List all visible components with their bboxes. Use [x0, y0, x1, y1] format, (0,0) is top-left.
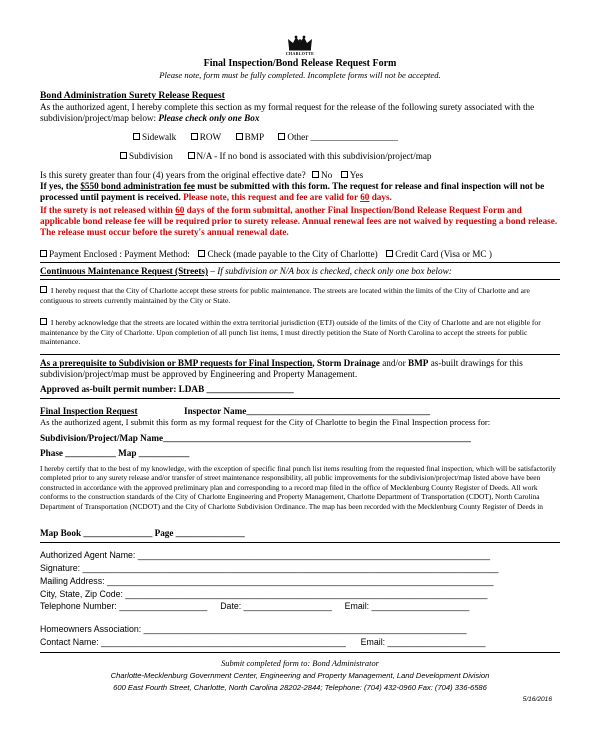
- check-payment-label: Check (made payable to the City of Charlotte): [207, 249, 378, 259]
- prereq-bmp: BMP: [407, 358, 429, 368]
- fee-red-text: Please note, this request and fee are valid for: [180, 192, 361, 203]
- form-title: Final Inspection/Bond Release Request Form: [203, 58, 397, 69]
- logo: [282, 35, 318, 57]
- divider: [40, 262, 560, 263]
- permit-number-field[interactable]: Approved as-built permit number: LDAB ___________________: [40, 384, 294, 394]
- certification-text: I hereby certify that to the best of my knowledge, with the exception of specific final punch list items resulting from the requested final inspection, which will be satisfactorily completed prior to any surety release and/or transfer of street maintenance responsibility, all public improvements for the subdivision/project/map listed above have been constructed in accordance with the approved preliminary plan and corresponding to a record map filed in the office of Mecklenburg County Register of Deeds. All work conforms to the construction standards of the City of Charlotte Engineering and Property Management, Charlotte Department of Transportation (CDOT), North Carolina Department of Transportation (NCDOT) and the City of Charlotte Subdivision Ordinance. The map has been recorded with the Mecklenburg County Register of Deeds in: [40, 464, 556, 511]
- other-checkbox[interactable]: [278, 133, 285, 140]
- question-text: Is this surety greater than four (4) years from the original effective date?: [40, 170, 306, 180]
- credit-card-checkbox[interactable]: [386, 250, 393, 257]
- footer-submit: Submit completed form to: Bond Administrator: [221, 659, 379, 668]
- homeowners-contact-row: [40, 637, 485, 648]
- no-label: No: [320, 170, 333, 180]
- agent-email-field[interactable]: Email: ____________________: [344, 601, 470, 611]
- yes-label: Yes: [349, 170, 364, 180]
- payment-label: Payment Enclosed : Payment Method:: [49, 249, 190, 259]
- signature-field[interactable]: Signature: _____________________________________________________________________________________: [40, 563, 499, 573]
- yes-checkbox[interactable]: [341, 171, 348, 178]
- warn-days: 60: [175, 205, 185, 215]
- telephone-field[interactable]: Telephone Number: __________________: [40, 601, 208, 611]
- date-field[interactable]: Date: __________________: [220, 601, 332, 611]
- fee-days: 60: [360, 192, 370, 203]
- crown-icon: [287, 35, 313, 51]
- mailing-address-field[interactable]: Mailing Address: _______________________________________________________________________________: [40, 576, 494, 586]
- no-checkbox[interactable]: [312, 171, 319, 178]
- inspector-name-field[interactable]: Inspector Name________________________________________: [184, 406, 431, 416]
- surety-heading: Bond Administration Surety Release Request: [40, 90, 225, 101]
- map-book-page-field[interactable]: Map Book _______________ Page _______________: [40, 528, 245, 538]
- final-inspection-heading: Final Inspection Request: [40, 406, 138, 416]
- prereq-rest: as-built drawings for this subdivision/project/map must be approved by Engineering and Property Management.: [40, 358, 523, 380]
- bmp-checkbox[interactable]: [236, 133, 243, 140]
- check-payment-checkbox[interactable]: [198, 250, 205, 257]
- divider: [40, 398, 560, 399]
- divider: [40, 652, 560, 653]
- bmp-label: BMP: [244, 132, 264, 142]
- surety-age-question: [40, 170, 363, 181]
- fee-red-end: days.: [369, 192, 392, 203]
- accept-streets-text: I hereby request that the City of Charlotte accept these streets for public maintenance. The streets are located within the limits of the City of Charlotte and are contiguous to streets currently maintained by the City or State.: [40, 286, 530, 305]
- prereq-note: [40, 358, 562, 380]
- footer-org: Charlotte-Mecklenburg Government Center, Engineering and Property Management, Land Development Division: [110, 671, 490, 680]
- footer-date: 5/16/2016: [522, 696, 552, 703]
- homeowners-association-field[interactable]: Homeowners Association: __________________________________________________________________: [40, 624, 467, 634]
- divider: [40, 279, 560, 280]
- homeowners-email-field[interactable]: Email: ____________________: [360, 637, 486, 647]
- divider: [40, 354, 560, 355]
- etj-streets-checkbox[interactable]: [40, 318, 47, 325]
- maintenance-heading: Continuous Maintenance Request (Streets): [40, 266, 209, 276]
- credit-card-label: Credit Card (Visa or MC ): [395, 249, 492, 259]
- divider: [40, 542, 560, 543]
- footer-address: 600 East Fourth Street, Charlotte, North Carolina 28202-2844; Telephone: (704) 432-0960 Fax: (704) 336-6586: [113, 683, 487, 692]
- sidewalk-checkbox[interactable]: [133, 133, 140, 140]
- maintenance-option-1: [40, 286, 560, 305]
- warn-text-a: If the surety is not released within: [40, 205, 176, 215]
- maintenance-note: – If subdivision or N/A box is checked, check only one box below:: [208, 266, 452, 276]
- logo-text: CHARLOTTE: [285, 51, 315, 56]
- subdivision-name-field[interactable]: Subdivision/Project/Map Name___________________________________________________________________: [40, 433, 471, 443]
- warn-text-b: days of the form submittal, another Final Inspection/Bond Release Request Form and applicable bond release fee will be required prior to surety release. Annual renewal fees are not waived by requesting a bond release. The release must occur before the surety's annual renewal date.: [40, 205, 558, 238]
- form-subtitle: Please note, form must be fully completed. Incomplete forms will not be accepted.: [159, 70, 441, 80]
- row-checkbox[interactable]: [191, 133, 198, 140]
- surety-intro-emph: Please check only one Box: [158, 113, 260, 124]
- other-label: Other ___________________: [287, 132, 398, 142]
- etj-streets-text: I hereby acknowledge that the streets are located within the extra territorial jurisdiction (ETJ) outside of the limits of the City of Charlotte and are not eligible for maintenance by the City of Charlotte. Upon completion of all punch list items, I must directly petition the State of North Carolina to accept the streets for public maintenance.: [40, 318, 541, 347]
- na-label: N/A - If no bond is associated with this subdivision/project/map: [196, 151, 432, 161]
- fee-notice: [40, 181, 562, 203]
- payment-row: [40, 249, 492, 260]
- na-checkbox[interactable]: [188, 152, 195, 159]
- authorized-agent-field[interactable]: Authorized Agent Name: ________________________________________________________________________: [40, 550, 491, 560]
- surety-intro-text: As the authorized agent, I hereby complete this section as my formal request for the release of the following surety associated with the subdivision/project/map below:: [40, 102, 535, 124]
- row-label: ROW: [199, 132, 222, 142]
- maintenance-heading-row: [40, 266, 452, 277]
- agent-contact-row: [40, 601, 469, 612]
- accept-streets-checkbox[interactable]: [40, 286, 47, 293]
- prereq-andor: and/or: [379, 358, 408, 368]
- prereq-storm: , Storm Drainage: [312, 358, 380, 368]
- surety-options-row2: [120, 151, 432, 162]
- renewal-warning: [40, 205, 562, 239]
- surety-options-row1: [133, 132, 398, 143]
- fee-amount: $550 bond administration fee: [80, 181, 195, 191]
- final-intro: As the authorized agent, I submit this form as my formal request for the City of Charlotte to begin the Final Inspection process for:: [40, 417, 491, 427]
- fee-text-b: must be submitted with this form. The request for release and final inspection will not be processed until payment is received.: [40, 181, 545, 203]
- sidewalk-label: Sidewalk: [142, 132, 177, 142]
- subdivision-label: Subdivision: [129, 151, 173, 161]
- maintenance-option-2: [40, 318, 560, 347]
- surety-intro: [40, 102, 560, 124]
- payment-enclosed-checkbox[interactable]: [40, 250, 47, 257]
- city-state-zip-field[interactable]: City, State, Zip Code: __________________________________________________________________________: [40, 589, 488, 599]
- prereq-lead: As a prerequisite to Subdivision or BMP requests for Final Inspection: [40, 358, 313, 368]
- phase-map-field[interactable]: Phase ___________ Map ___________: [40, 448, 190, 458]
- contact-name-field[interactable]: Contact Name: __________________________________________________: [40, 637, 346, 647]
- subdivision-checkbox[interactable]: [120, 152, 127, 159]
- fee-text-a: If yes, the: [40, 181, 81, 191]
